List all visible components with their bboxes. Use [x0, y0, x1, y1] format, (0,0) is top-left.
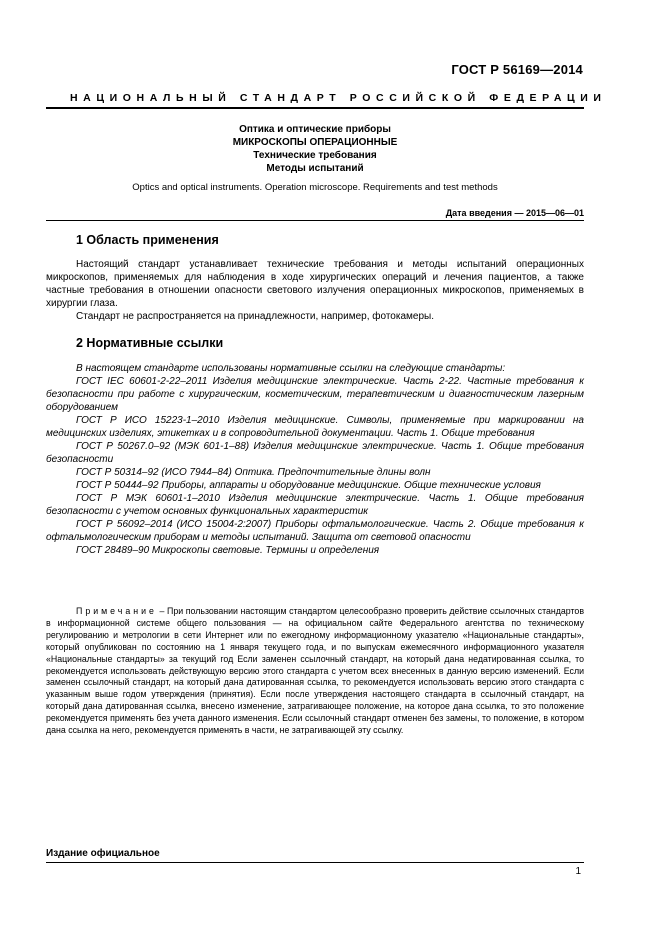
date-rule: [46, 220, 584, 221]
footer-rule: [46, 862, 584, 863]
reference-item: ГОСТ Р 56092–2014 (ИСО 15004-2:2007) Приборы офтальмологические. Часть 2. Общие требования к офтальмологическим приборам и методы испытаний. Защита от световой опасности: [46, 519, 584, 543]
paragraph: Стандарт не распространяется на принадлежности, например, фотокамеры.: [76, 311, 434, 322]
reference-item: ГОСТ Р 50444–92 Приборы, аппараты и оборудование медицинские. Общие технические условия: [76, 480, 541, 491]
page-number: 1: [575, 866, 581, 877]
title-line-4: Методы испытаний: [266, 163, 364, 174]
reference-item: ГОСТ Р 50314–92 (ИСО 7944–84) Оптика. Предпочтительные длины волн: [76, 467, 431, 478]
note-text: – При пользовании настоящим стандартом целесообразно проверить действие ссылочных стандартов в информационной системе общего пользования — на официальном сайте Федерального агентства по техническому регулированию и метрологии в сети Интернет или по ежегодному информационному указателю «Национальные стандарты», который опубликован по состоянию на 1 января текущего года, и по выпускам ежемесячного информационного указателя «Национальные стандарты» за текущий год Если заменен ссылочный стандарт, на который дана недатированная ссылка, то рекомендуется использовать действующую версию этого стандарта с учетом всех внесенных в данную версию изменений. Если заменен ссылочный стандарт, на который дана датированная ссылка, то рекомендуется использовать версию этого стандарта с указанным выше годом утверждения (принятия). Если после утверждения настоящего стандарта в ссылочный стандарт, на который дана датированная ссылка, внесено изменение, затрагивающее положение, на которое дана ссылка, то это положение рекомендуется применять без учета данного изменения. Если ссылочный стандарт отменен без замены, то положение, в котором дана ссылка на него, рекомендуется применять в части, не затрагивающей эту ссылку.: [46, 606, 584, 736]
gost-number: ГОСТ Р 56169—2014: [451, 62, 583, 77]
reference-item: ГОСТ Р МЭК 60601-1–2010 Изделия медицинские электрические. Часть 1. Общие требования безопасности с учетом основных функциональных характеристик: [46, 493, 584, 517]
english-title: Optics and optical instruments. Operation microscope. Requirements and test methods: [132, 182, 498, 193]
note: [46, 606, 584, 737]
note-label: Примечание: [76, 606, 157, 616]
title-line-2: МИКРОСКОПЫ ОПЕРАЦИОННЫЕ: [232, 137, 398, 148]
official-edition: Издание официальное: [46, 848, 160, 859]
section-2-body: [46, 362, 584, 557]
reference-item: ГОСТ Р ИСО 15223-1–2010 Изделия медицинские. Символы, применяемые при маркировании на медицинских изделиях, этикетках и в сопроводительной документации. Часть 1. Общие требования: [46, 415, 584, 439]
section-2-heading: 2 Нормативные ссылки: [76, 336, 224, 350]
title-line-3: Технические требования: [253, 150, 377, 161]
header-rule: [46, 107, 584, 109]
reference-item: ГОСТ Р 50267.0–92 (МЭК 601-1–88) Изделия медицинские электрические. Часть 1. Общие требования безопасности: [46, 441, 584, 465]
title-line-1: Оптика и оптические приборы: [239, 124, 391, 135]
paragraph: Настоящий стандарт устанавливает технические требования и методы испытаний операционных микроскопов, применяемых для наблюдения в ходе хирургических операций и лечения пациентов, а также частные требования в отношении опасности светового излучения операционных микроскопов, применяемых в хирургии глаза.: [46, 259, 584, 309]
reference-item: ГОСТ 28489–90 Микроскопы световые. Термины и определения: [76, 545, 380, 556]
section-1-body: [46, 258, 584, 323]
national-standard-banner: НАЦИОНАЛЬНЫЙ СТАНДАРТ РОССИЙСКОЙ ФЕДЕРАЦИИ: [70, 92, 607, 104]
effective-date: Дата введения — 2015—06—01: [445, 208, 584, 218]
paragraph: В настоящем стандарте использованы нормативные ссылки на следующие стандарты:: [76, 363, 506, 374]
section-1-heading: 1 Область применения: [76, 233, 219, 247]
reference-item: ГОСТ IEC 60601-2-22–2011 Изделия медицинские электрические. Часть 2-22. Частные требования к безопасности при работе с хирургическим, косметическим, терапевтическим и диагностическим лазерным оборудованием: [46, 376, 584, 413]
title-block: [46, 123, 584, 175]
